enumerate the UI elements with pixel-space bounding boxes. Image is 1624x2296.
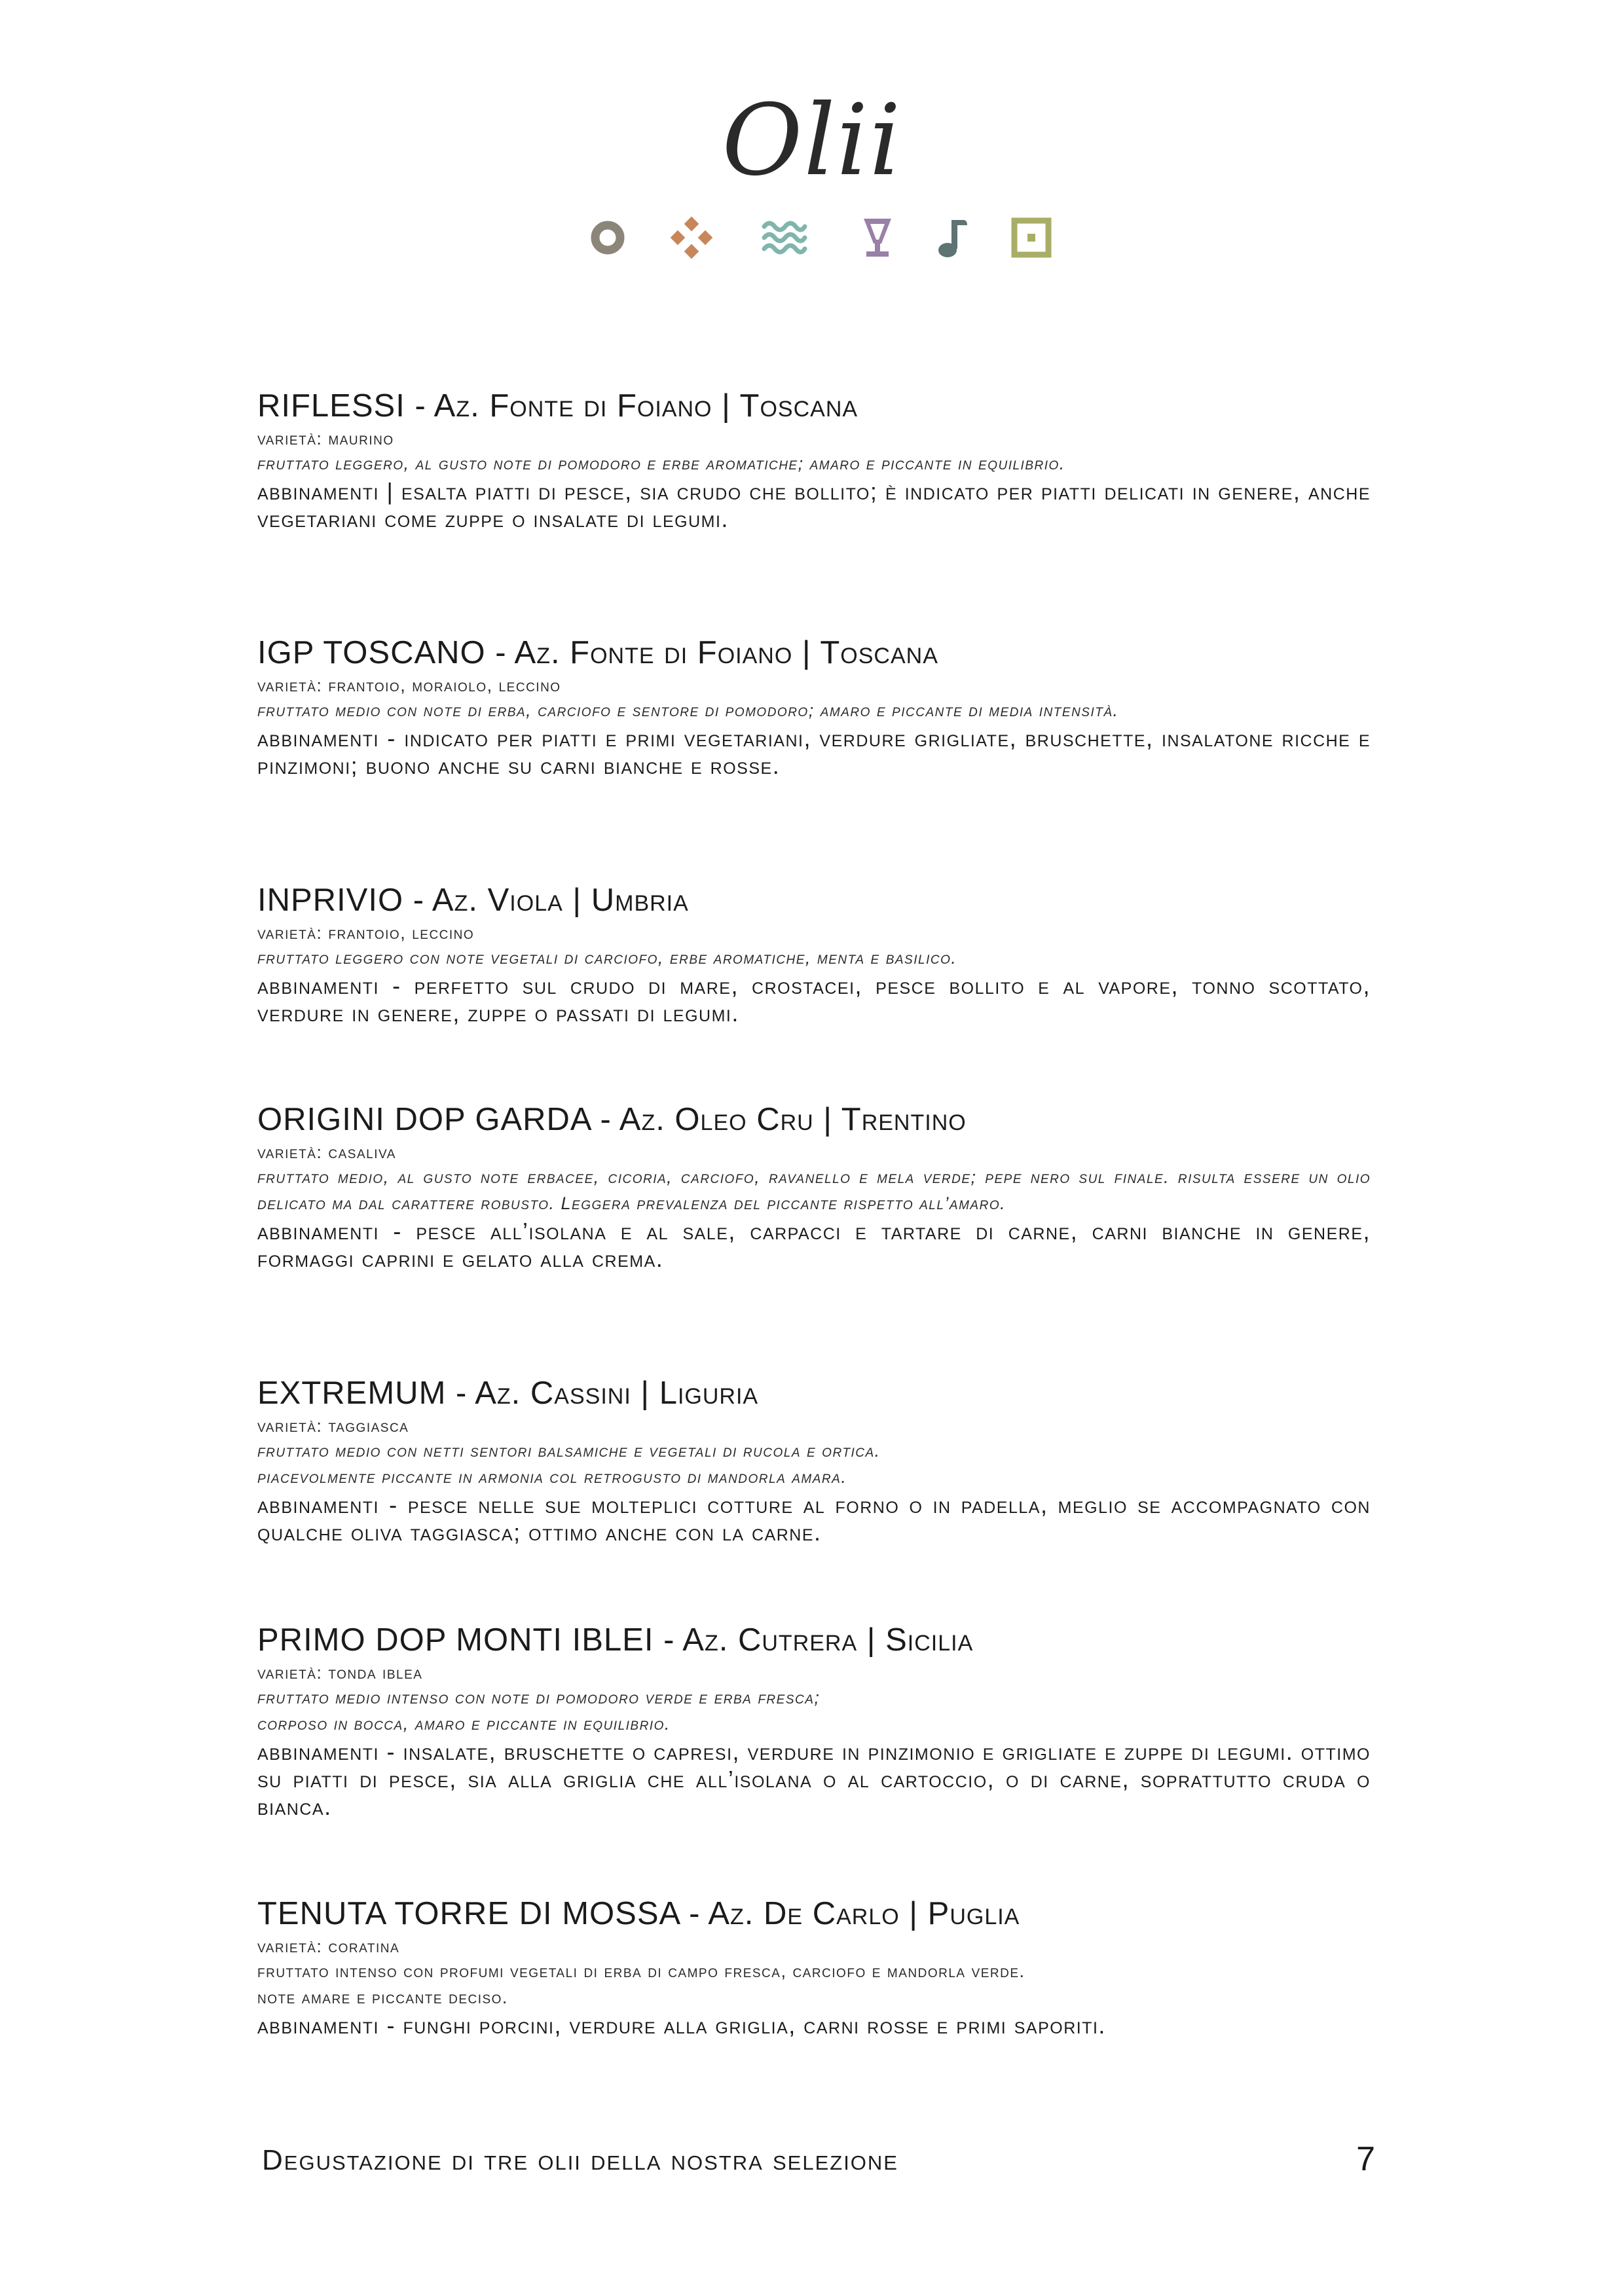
entry-variety: varietà: taggiasca — [257, 1416, 409, 1436]
entry-pairing: abbinamenti - insalate, bruschette o capresi, verdure in pinzimonio e grigliate e zuppe di legumi. ottimo su piatti di pesce, sia alla griglia che all’isolana o al cartoccio, o di carne, soprattutto cruda o bianca. — [257, 1738, 1371, 1820]
square-dot-icon — [1008, 215, 1054, 261]
entry-description: fruttato leggero, al gusto note di pomodoro e erbe aromatiche; amaro e piccante in equilibrio. — [257, 454, 1065, 473]
icon-row — [0, 215, 1624, 261]
oil-entry — [257, 1894, 1371, 2039]
oil-entry — [257, 1100, 1371, 1273]
entry-description: note amare e piccante deciso. — [257, 1988, 508, 2007]
entry-description: fruttato medio, al gusto note erbacee, cicoria, carciofo, ravanello e mela verde; pepe nero sul finale. risulta essere un olio delicato ma dal carattere robusto. Leggera prevalenza del piccante rispetto all’amaro. — [257, 1167, 1371, 1213]
oil-entry — [257, 633, 1371, 780]
music-note-icon — [929, 215, 975, 261]
oil-entry — [257, 1620, 1371, 1821]
entry-variety: varietà: frantoio, leccino — [257, 923, 475, 943]
entry-pairing: abbinamenti - pesce all’isolana e al sale, carpacci e tartare di carne, carni bianche in genere, formaggi caprini e gelato alla crema. — [257, 1218, 1371, 1272]
entry-description: fruttato medio intenso con note di pomodoro verde e erba fresca; — [257, 1688, 821, 1707]
circle-icon — [585, 215, 631, 261]
waves-icon — [762, 215, 807, 261]
page-title: Olii — [722, 84, 902, 198]
oil-entry — [257, 881, 1371, 1027]
entry-title: RIFLESSI - Az. Fonte di Foiano | Toscana — [257, 388, 858, 424]
footer-text: Degustazione di tre olii della nostra selezione — [262, 2144, 898, 2176]
entry-description: fruttato medio con netti sentori balsamiche e vegetali di rucola e ortica. — [257, 1441, 881, 1461]
page-number: 7 — [1356, 2140, 1375, 2178]
entry-pairing: abbinamenti - pesce nelle sue molteplici cotture al forno o in padella, meglio se accompagnato con qualche oliva taggiasca; ottimo anche con la carne. — [257, 1491, 1371, 1546]
entry-pairing: abbinamenti | esalta piatti di pesce, sia crudo che bollito; è indicato per piatti delicati in genere, anche vegetariani come zuppe o insalate di legumi. — [257, 478, 1371, 532]
entry-title: ORIGINI DOP GARDA - Az. Oleo Cru | Trentino — [257, 1102, 967, 1137]
entry-title: IGP TOSCANO - Az. Fonte di Foiano | Toscana — [257, 635, 938, 670]
entry-variety: varietà: maurino — [257, 429, 394, 448]
oil-entry — [257, 386, 1371, 533]
entry-title: TENUTA TORRE DI MOSSA - Az. De Carlo | Puglia — [257, 1896, 1020, 1931]
entry-variety: varietà: frantoio, moraiolo, leccino — [257, 676, 561, 695]
entry-pairing: abbinamenti - indicato per piatti e primi vegetariani, verdure grigliate, bruschette, insalatone ricche e pinzimoni; buono anche su carni bianche e rosse. — [257, 725, 1371, 779]
entry-description: fruttato medio con note di erba, carciofo e sentore di pomodoro; amaro e piccante di media intensità. — [257, 701, 1119, 720]
entry-description: piacevolmente piccante in armonia col retrogusto di mandorla amara. — [257, 1467, 847, 1487]
entry-description: fruttato intenso con profumi vegetali di erba di campo fresca, carciofo e mandorla verde. — [257, 1961, 1025, 1981]
glass-icon — [855, 215, 900, 261]
entry-variety: varietà: coratina — [257, 1937, 400, 1956]
entry-pairing: abbinamenti - funghi porcini, verdure alla griglia, carni rosse e primi saporiti. — [257, 2012, 1106, 2039]
entry-pairing: abbinamenti - perfetto sul crudo di mare, crostacei, pesce bollito e al vapore, tonno scottato, verdure in genere, zuppe o passati di legumi. — [257, 972, 1371, 1027]
entry-description: fruttato leggero con note vegetali di carciofo, erbe aromatiche, menta e basilico. — [257, 948, 957, 968]
entry-variety: varietà: tonda iblea — [257, 1663, 423, 1683]
entry-description: corposo in bocca, amaro e piccante in equilibrio. — [257, 1714, 671, 1734]
entry-title: EXTREMUM - Az. Cassini | Liguria — [257, 1376, 759, 1411]
entry-title: INPRIVIO - Az. Viola | Umbria — [257, 883, 689, 918]
diamond-cluster-icon — [669, 215, 714, 261]
entry-title: PRIMO DOP MONTI IBLEI - Az. Cutrera | Sicilia — [257, 1622, 974, 1658]
oil-entry — [257, 1374, 1371, 1546]
entry-variety: varietà: casaliva — [257, 1142, 396, 1162]
